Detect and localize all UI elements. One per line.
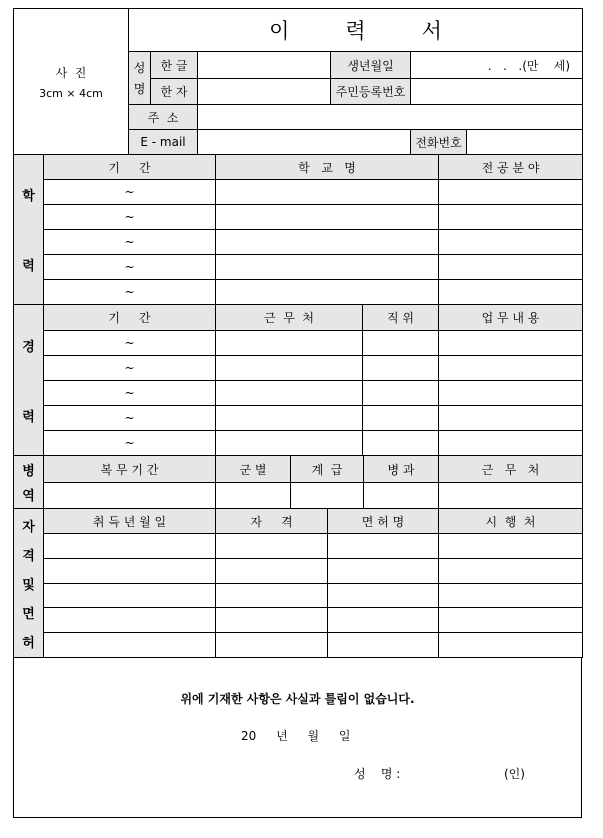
signature-label: 성 명 : xyxy=(354,767,401,781)
label-char: 역 xyxy=(22,489,35,504)
branch-input[interactable] xyxy=(216,483,291,509)
header-period: 기 간 xyxy=(44,155,216,180)
name-label-char: 성 xyxy=(133,61,146,75)
header-unit: 근 무 처 xyxy=(439,456,583,483)
period-input[interactable]: ~ xyxy=(44,280,216,305)
career-table xyxy=(13,304,583,456)
label-char: 자 xyxy=(22,519,35,535)
header-license-name: 면 허 명 xyxy=(328,509,439,534)
phone-label: 전화번호 xyxy=(411,130,467,155)
service-period-input[interactable] xyxy=(44,483,216,509)
date-input[interactable] xyxy=(44,633,216,658)
unit-input[interactable] xyxy=(439,483,583,509)
workplace-input[interactable] xyxy=(216,331,363,356)
major-input[interactable] xyxy=(439,280,583,305)
header-issuer: 시 행 처 xyxy=(439,509,583,534)
address-input[interactable] xyxy=(198,105,583,130)
school-input[interactable] xyxy=(216,255,439,280)
birth-label: 생년월일 xyxy=(331,52,411,79)
header-rank: 계 급 xyxy=(291,456,364,483)
position-input[interactable] xyxy=(363,356,439,381)
declaration-statement: 위에 기재한 사항은 사실과 틀림이 없습니다. xyxy=(180,692,415,706)
label-char: 격 xyxy=(22,548,35,564)
career-label xyxy=(14,305,44,456)
hanja-name-input[interactable] xyxy=(198,79,331,105)
address-label: 주 소 xyxy=(129,105,198,130)
name-label xyxy=(129,52,151,105)
license-name-input[interactable] xyxy=(328,608,439,633)
date-input[interactable] xyxy=(44,559,216,584)
period-input[interactable]: ~ xyxy=(44,356,216,381)
hanja-label: 한 자 xyxy=(151,79,198,105)
license-name-input[interactable] xyxy=(328,584,439,608)
license-label xyxy=(14,509,44,658)
photo-cell[interactable] xyxy=(14,9,129,155)
period-input[interactable]: ~ xyxy=(44,180,216,205)
seal-field[interactable]: (인) xyxy=(504,767,525,781)
major-input[interactable] xyxy=(439,255,583,280)
resume-form xyxy=(13,9,582,818)
label-char: 병 xyxy=(22,464,35,479)
header-school: 학 교 명 xyxy=(216,155,439,180)
declaration-section xyxy=(13,657,582,818)
position-input[interactable] xyxy=(363,406,439,431)
header-branch: 군 별 xyxy=(216,456,291,483)
license-name-input[interactable] xyxy=(328,633,439,658)
period-input[interactable]: ~ xyxy=(44,205,216,230)
license-name-input[interactable] xyxy=(328,559,439,584)
label-char: 력 xyxy=(22,409,35,425)
title-char: 력 xyxy=(345,19,366,43)
period-input[interactable]: ~ xyxy=(44,331,216,356)
qualification-input[interactable] xyxy=(216,559,328,584)
workplace-input[interactable] xyxy=(216,431,363,456)
hangul-name-input[interactable] xyxy=(198,52,331,79)
page-title xyxy=(129,9,583,52)
duties-input[interactable] xyxy=(439,406,583,431)
duties-input[interactable] xyxy=(439,356,583,381)
phone-input[interactable] xyxy=(467,130,583,155)
header-workplace: 근 무 처 xyxy=(216,305,363,331)
period-input[interactable]: ~ xyxy=(44,255,216,280)
date-input[interactable] xyxy=(44,584,216,608)
issuer-input[interactable] xyxy=(439,584,583,608)
label-char: 허 xyxy=(22,635,35,651)
date-input[interactable] xyxy=(44,608,216,633)
hangul-label: 한 글 xyxy=(151,52,198,79)
issuer-input[interactable] xyxy=(439,559,583,584)
major-input[interactable] xyxy=(439,205,583,230)
birth-input[interactable]: . . .(만 세) xyxy=(411,52,583,79)
military-table xyxy=(13,455,583,509)
school-input[interactable] xyxy=(216,180,439,205)
label-char: 면 xyxy=(22,606,35,622)
major-input[interactable] xyxy=(439,180,583,205)
duties-input[interactable] xyxy=(439,381,583,406)
military-label xyxy=(14,456,44,509)
label-char: 학 xyxy=(22,189,35,204)
major-input[interactable] xyxy=(439,230,583,255)
name-label-char: 명 xyxy=(133,82,146,96)
education-label xyxy=(14,155,44,305)
school-input[interactable] xyxy=(216,280,439,305)
label-char: 경 xyxy=(22,339,35,355)
qualification-input[interactable] xyxy=(216,584,328,608)
photo-label: 사 진 xyxy=(55,65,87,80)
issuer-input[interactable] xyxy=(439,633,583,658)
specialty-input[interactable] xyxy=(364,483,439,509)
label-char: 및 xyxy=(22,577,35,593)
license-table xyxy=(13,508,583,658)
workplace-input[interactable] xyxy=(216,381,363,406)
photo-size: 3cm × 4cm xyxy=(39,86,103,100)
rank-input[interactable] xyxy=(291,483,364,509)
email-input[interactable] xyxy=(198,130,411,155)
school-input[interactable] xyxy=(216,230,439,255)
label-char: 력 xyxy=(22,259,35,274)
education-table xyxy=(13,154,583,305)
date-field[interactable]: 20 년 월 일 xyxy=(241,729,351,743)
period-input[interactable]: ~ xyxy=(44,406,216,431)
date-input[interactable] xyxy=(44,534,216,559)
header-duties: 업 무 내 용 xyxy=(439,305,583,331)
rrn-input[interactable] xyxy=(411,79,583,105)
duties-input[interactable] xyxy=(439,331,583,356)
period-input[interactable]: ~ xyxy=(44,230,216,255)
license-name-input[interactable] xyxy=(328,534,439,559)
title-char: 이 xyxy=(269,19,290,43)
personal-info-table xyxy=(13,8,583,155)
qualification-input[interactable] xyxy=(216,608,328,633)
header-acquired-date: 취 득 년 월 일 xyxy=(44,509,216,534)
rrn-label: 주민등록번호 xyxy=(331,79,411,105)
school-input[interactable] xyxy=(216,205,439,230)
position-input[interactable] xyxy=(363,431,439,456)
period-input[interactable]: ~ xyxy=(44,431,216,456)
position-input[interactable] xyxy=(363,381,439,406)
title-char: 서 xyxy=(421,19,442,43)
issuer-input[interactable] xyxy=(439,534,583,559)
duties-input[interactable] xyxy=(439,431,583,456)
header-service-period: 복 무 기 간 xyxy=(44,456,216,483)
header-major: 전 공 분 야 xyxy=(439,155,583,180)
header-position: 직 위 xyxy=(363,305,439,331)
period-input[interactable]: ~ xyxy=(44,381,216,406)
issuer-input[interactable] xyxy=(439,608,583,633)
email-label: E - mail xyxy=(129,130,198,155)
qualification-input[interactable] xyxy=(216,534,328,559)
qualification-input[interactable] xyxy=(216,633,328,658)
header-specialty: 병 과 xyxy=(364,456,439,483)
header-qualification: 자 격 xyxy=(216,509,328,534)
position-input[interactable] xyxy=(363,331,439,356)
workplace-input[interactable] xyxy=(216,406,363,431)
header-period: 기 간 xyxy=(44,305,216,331)
workplace-input[interactable] xyxy=(216,356,363,381)
